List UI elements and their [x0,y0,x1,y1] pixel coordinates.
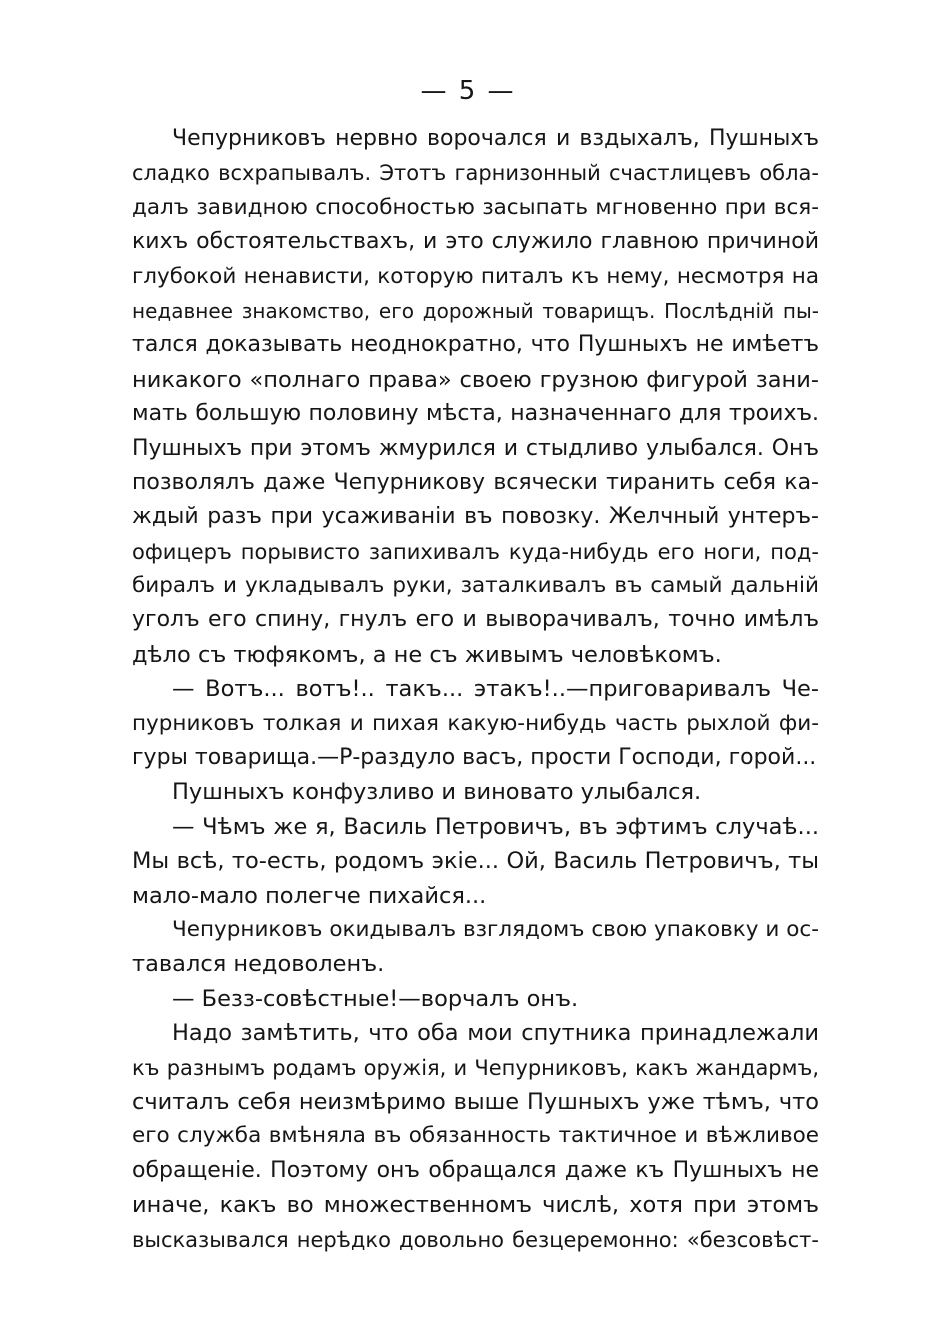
text-line: его служба вмѣняла въ обязанность тактичное и вѣжливое [132,1123,819,1149]
text-line: высказывался нерѣдко довольно безцеремонно: «безсовѣст- [132,1227,819,1252]
text-line: мать большую половину мѣста, назначеннаго для троихъ. [132,401,819,427]
text-line: — Безз-совѣстные!—ворчалъ онъ. [172,985,579,1012]
text-line: къ разнымъ родамъ оружія, и Чепурниковъ, какъ жандармъ, [132,1055,819,1080]
body-text [132,122,819,1257]
text-line: Мы всѣ, то-есть, родомъ экіе... Ой, Василь Петровичъ, ты [132,848,819,875]
text-line: никакого «полнаго права» своею грузною фигурой зани- [132,366,819,393]
text-line: дѣло съ тюфякомъ, а не съ живымъ человѣкомъ. [132,641,722,668]
text-line: сладко всхрапывалъ. Этотъ гарнизонный счастлицевъ обла- [132,161,819,186]
text-line: Надо замѣтить, что оба мои спутника принадлежали [172,1020,819,1047]
text-line: — Вотъ... вотъ!.. такъ... этакъ!..—приговаривалъ Че- [172,676,819,703]
text-line: ждый разъ при усаживаніи въ повозку. Желчный унтеръ- [132,504,819,530]
text-line: Чепурниковъ нервно ворочался и вздыхалъ, Пушныхъ [172,126,819,151]
text-line: Чепурниковъ окидывалъ взглядомъ свою упаковку и ос- [172,916,819,942]
text-line: глубокой ненависти, которую питалъ къ нему, несмотря на [132,263,819,289]
text-line: биралъ и укладывалъ руки, заталкивалъ въ самый дальній [132,573,819,599]
text-line: кихъ обстоятельствахъ, и это служило главною причиной [132,229,819,255]
text-line: офицеръ порывисто запихивалъ куда-нибудь его ноги, под- [132,539,819,564]
text-line: обращеніе. Поэтому онъ обращался даже къ Пушныхъ не [132,1157,819,1183]
text-line: тался доказывать неоднократно, что Пушныхъ не имѣетъ [132,332,819,358]
text-line: — Чѣмъ же я, Василь Петровичъ, въ эфтимъ случаѣ... [172,813,819,840]
text-line: гуры товарища.—Р-раздуло васъ, прости Господи, горой... [132,745,817,771]
text-line: пурниковъ толкая и пихая какую-нибудь часть рыхлой фи- [132,710,819,736]
text-line: позволялъ даже Чепурникову всячески тиранить себя ка- [132,469,819,495]
text-line: Пушныхъ конфузливо и виновато улыбался. [172,779,702,806]
page-number: — 5 — [420,76,516,106]
text-line: Пушныхъ при этомъ жмурился и стыдливо улыбался. Онъ [132,435,819,461]
text-line: считалъ себя неизмѣримо выше Пушныхъ уже тѣмъ, что [132,1088,819,1115]
text-line: мало-мало полегче пихайся... [132,882,487,909]
text-line: уголъ его спину, гнулъ его и выворачивалъ, точно имѣлъ [132,607,819,633]
text-line: недавнее знакомство, его дорожный товарищъ. Послѣдній пы- [132,298,819,323]
text-line: тавался недоволенъ. [132,951,385,978]
text-line: иначе, какъ во множественномъ числѣ, хотя при этомъ [132,1192,819,1219]
text-line: далъ завидною способностью засыпать мгновенно при вся- [132,194,819,220]
